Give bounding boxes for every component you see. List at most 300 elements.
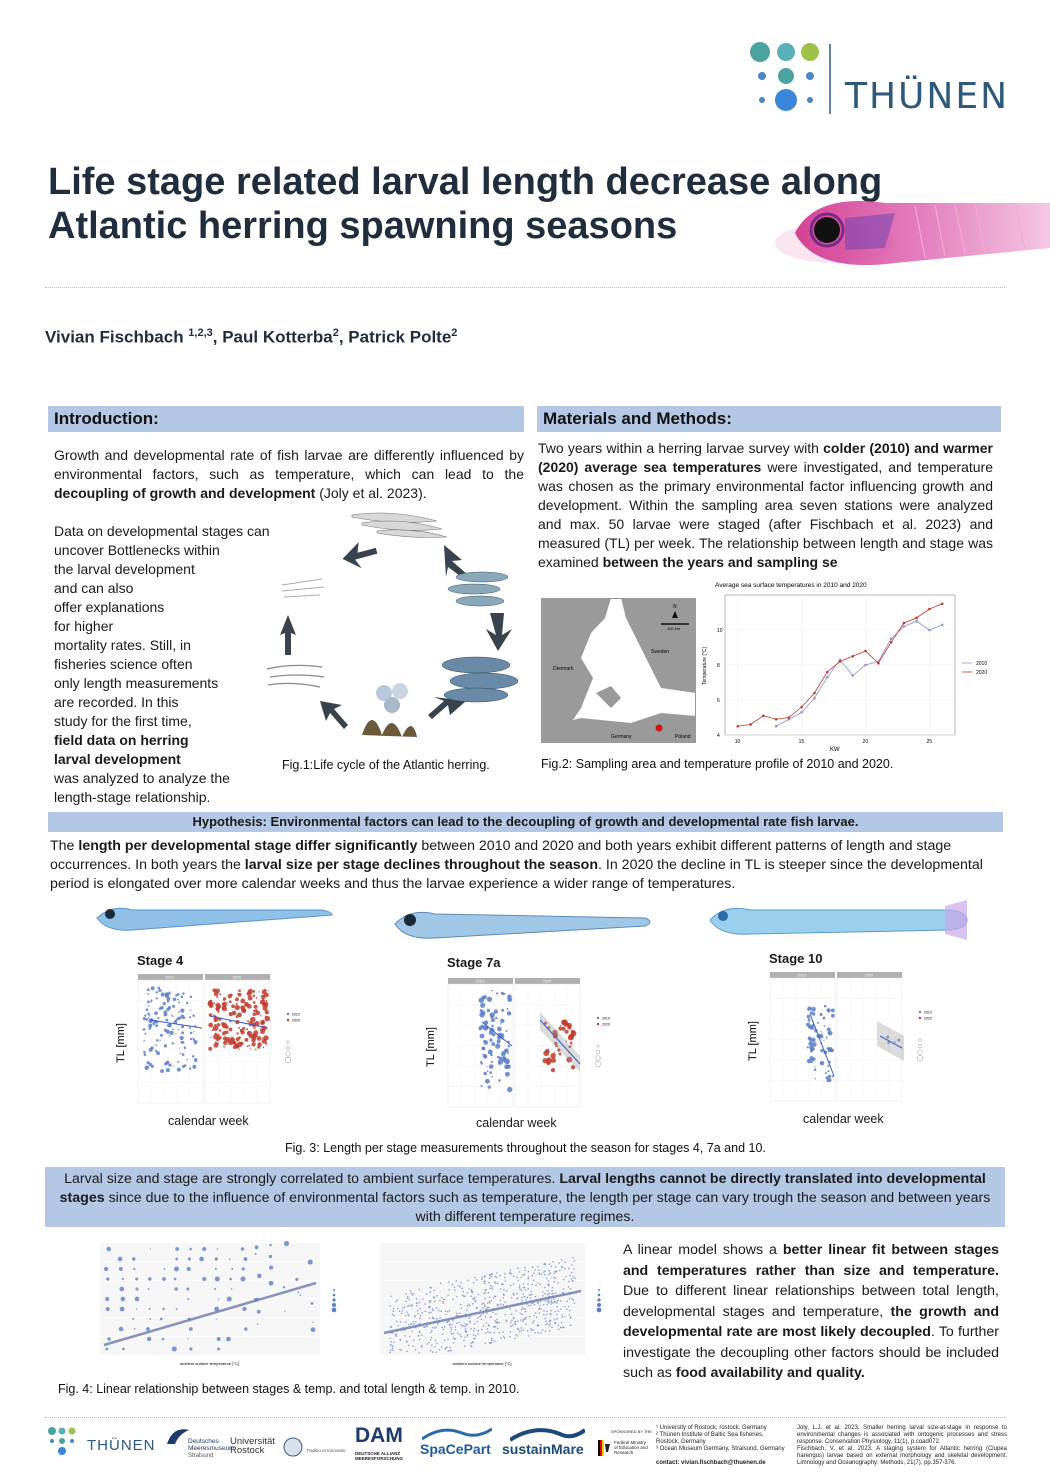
data-point — [490, 1316, 492, 1318]
data-point — [551, 1290, 553, 1292]
data-point — [511, 1273, 513, 1275]
data-point — [165, 1019, 168, 1022]
data-point — [473, 1282, 475, 1284]
data-point — [257, 1042, 262, 1047]
data-point — [300, 1294, 302, 1296]
data-point — [432, 1308, 434, 1310]
data-point — [538, 1269, 540, 1271]
data-point — [408, 1315, 410, 1317]
map-label-denmark: Denmark — [553, 666, 574, 672]
data-point — [173, 997, 176, 1000]
series-point-2020 — [864, 650, 867, 653]
data-point — [530, 1328, 532, 1330]
data-point — [470, 1345, 472, 1347]
data-point — [477, 1321, 479, 1323]
data-point — [826, 1037, 828, 1039]
data-point — [392, 1348, 394, 1350]
larva-stage10-image — [705, 898, 970, 943]
data-point — [551, 1265, 553, 1267]
data-point — [408, 1324, 410, 1326]
data-point — [481, 1303, 483, 1305]
data-point — [497, 1027, 502, 1032]
data-point — [486, 1021, 488, 1023]
data-point — [499, 1057, 502, 1060]
data-point — [519, 1288, 521, 1290]
data-point — [480, 1314, 482, 1316]
data-point — [418, 1352, 420, 1354]
data-point — [428, 1312, 430, 1314]
legend-size-marker — [598, 1289, 600, 1291]
series-point-2020 — [928, 608, 931, 611]
data-point — [561, 1314, 563, 1316]
data-point — [551, 1300, 553, 1302]
data-point — [496, 1272, 498, 1274]
data-point — [182, 1053, 185, 1056]
early-larvae-group — [267, 665, 324, 687]
data-point — [471, 1342, 473, 1344]
data-point — [485, 1289, 487, 1291]
x-axis-label: ambient surface temperature [°C] — [452, 1361, 512, 1366]
data-point — [817, 1022, 819, 1024]
data-point — [500, 1019, 504, 1023]
data-point — [179, 1047, 180, 1048]
data-point — [452, 1333, 454, 1335]
data-point — [807, 1015, 811, 1019]
series-point-2010 — [915, 620, 918, 623]
data-point — [231, 1004, 235, 1008]
data-point — [164, 1013, 168, 1017]
footer-thunen-logo-icon — [47, 1426, 83, 1456]
data-point — [482, 1307, 484, 1309]
data-point — [148, 1277, 152, 1281]
data-point — [527, 1288, 529, 1290]
series-point-2020 — [941, 602, 944, 605]
data-point — [252, 1033, 254, 1035]
data-point — [460, 1304, 462, 1306]
data-point — [409, 1305, 411, 1307]
data-point — [175, 1033, 176, 1034]
data-point — [573, 1299, 575, 1301]
data-point — [431, 1345, 433, 1347]
data-point — [396, 1320, 398, 1322]
data-point — [474, 1323, 476, 1325]
data-point — [468, 1304, 470, 1306]
herring-larva-head-image — [775, 178, 1050, 288]
y-tick-label: 6 — [717, 698, 720, 704]
data-point — [510, 1322, 512, 1324]
data-point — [267, 990, 268, 991]
data-point — [531, 1330, 533, 1332]
data-point — [453, 1342, 455, 1344]
fig3-caption: Fig. 3: Length per stage measurements throughout the season for stages 4, 7a and 10. — [285, 1141, 766, 1155]
data-point — [406, 1311, 408, 1313]
legend-year-label: 2020 — [924, 1016, 932, 1021]
data-point — [419, 1302, 421, 1304]
data-point — [522, 1307, 524, 1309]
data-point — [456, 1312, 458, 1314]
data-point — [470, 1295, 472, 1297]
dam-logo-text: DAM — [355, 1424, 403, 1447]
data-point — [466, 1310, 468, 1312]
data-point — [133, 1268, 135, 1270]
series-point-2010 — [890, 637, 893, 640]
legend-size-marker — [332, 1303, 336, 1307]
data-point — [545, 1049, 549, 1053]
contact-email[interactable]: contact: vivian.fischbach@thuenen.de — [656, 1460, 766, 1466]
series-point-2020 — [775, 718, 778, 721]
data-point — [450, 1331, 452, 1333]
series-point-2020 — [839, 660, 842, 663]
data-point — [807, 1046, 809, 1048]
data-point — [558, 1310, 560, 1312]
data-point — [541, 1308, 543, 1310]
data-point — [217, 1347, 220, 1350]
data-point — [539, 1284, 541, 1286]
data-point — [122, 1278, 124, 1280]
data-point — [214, 1288, 216, 1290]
data-point — [390, 1341, 392, 1343]
data-point — [487, 1292, 489, 1294]
data-point — [501, 1009, 504, 1012]
data-point — [556, 1270, 558, 1272]
x-tick-label: 15 — [798, 739, 805, 745]
data-point — [504, 1280, 506, 1282]
title-line-1: Life stage related larval length decrease along — [48, 161, 883, 203]
data-point — [161, 993, 165, 997]
life-cycle-diagram — [262, 505, 524, 755]
data-point — [474, 1328, 476, 1330]
data-point — [150, 1248, 151, 1249]
data-point — [529, 1316, 531, 1318]
intro-column-text: Data on developmental stages can uncover Bottlenecks within the larval development and can also offer explanations for higher mortality rates. Still, in fisheries science often only length measurements are recorded. In this study for the first time, field data on herring larval development was analyzed to analyze the length-stage relationship. — [54, 523, 270, 805]
data-point — [230, 994, 233, 997]
data-point — [474, 1277, 476, 1279]
data-point — [455, 1326, 457, 1328]
data-point — [217, 1248, 218, 1249]
data-point — [410, 1290, 412, 1292]
data-point — [180, 1052, 181, 1053]
data-point — [166, 1068, 170, 1072]
y-axis-label: TL [mm] — [425, 1027, 437, 1067]
data-point — [148, 1005, 150, 1007]
data-point — [162, 1308, 164, 1310]
dam-subtitle: DEUTSCHE ALLIANZ MEERESFORSCHUNG — [355, 1451, 404, 1461]
data-point — [419, 1339, 421, 1341]
data-point — [241, 1008, 246, 1013]
data-point — [421, 1345, 423, 1347]
data-point — [407, 1297, 409, 1299]
data-point — [172, 1042, 174, 1044]
data-point — [193, 1031, 194, 1032]
data-point — [244, 1327, 247, 1330]
data-point — [284, 1311, 285, 1312]
data-point — [155, 1024, 158, 1027]
data-point — [192, 1014, 195, 1017]
data-point — [392, 1350, 394, 1352]
data-point — [560, 1025, 561, 1026]
data-point — [489, 1342, 491, 1344]
data-point — [564, 1022, 569, 1027]
data-point — [248, 989, 253, 994]
data-point — [166, 1030, 170, 1034]
legend-size-marker — [333, 1294, 336, 1297]
data-point — [247, 1046, 249, 1048]
length-temperature-plot — [360, 1235, 615, 1375]
data-point — [507, 994, 512, 999]
data-point — [405, 1301, 407, 1303]
data-point — [216, 1006, 220, 1010]
data-point — [172, 1005, 175, 1008]
data-point — [550, 1310, 552, 1312]
data-point — [556, 1314, 558, 1316]
data-point — [104, 1267, 108, 1271]
data-point — [433, 1290, 435, 1292]
data-point — [217, 1023, 221, 1027]
data-point — [122, 1348, 125, 1351]
data-point — [459, 1312, 461, 1314]
legend-size-marker — [332, 1298, 335, 1301]
data-point — [149, 1048, 153, 1052]
data-point — [491, 1018, 495, 1022]
data-point — [480, 1309, 482, 1311]
data-point — [405, 1315, 407, 1317]
data-point — [189, 1016, 191, 1018]
data-point — [405, 1293, 407, 1295]
series-point-2020 — [736, 725, 739, 728]
data-point — [435, 1326, 437, 1328]
data-point — [552, 1302, 554, 1304]
data-point — [807, 1008, 809, 1010]
data-point — [528, 1335, 530, 1337]
data-point — [449, 1325, 451, 1327]
data-point — [147, 988, 150, 991]
data-point — [551, 1293, 553, 1295]
data-point — [521, 1314, 523, 1316]
data-point — [468, 1288, 470, 1290]
data-point — [464, 1345, 466, 1347]
fig4-caption: Fig. 4: Linear relationship between stages & temp. and total length & temp. in 2010. — [58, 1382, 520, 1396]
stage4-plot — [110, 968, 310, 1116]
data-point — [430, 1311, 432, 1313]
data-point — [209, 1003, 214, 1008]
data-point — [189, 1067, 191, 1069]
data-point — [174, 1278, 177, 1281]
data-point — [537, 1266, 539, 1268]
data-point — [389, 1352, 391, 1354]
data-point — [441, 1297, 443, 1299]
data-point — [521, 1330, 523, 1332]
hypothesis-band: Hypothesis: Environmental factors can lead to the decoupling of growth and developmental rate fish larvae. — [48, 812, 1003, 832]
data-point — [500, 1288, 502, 1290]
map-label-sweden: Sweden — [651, 649, 670, 655]
data-point — [411, 1305, 413, 1307]
data-point — [180, 1009, 184, 1013]
spacepart-logo-text: SpaCePart — [420, 1441, 491, 1457]
data-point — [491, 1274, 493, 1276]
data-point — [557, 1282, 559, 1284]
data-point — [505, 1048, 509, 1052]
data-point — [527, 1297, 529, 1299]
legend-size-marker — [918, 1044, 922, 1048]
data-point — [550, 1313, 552, 1315]
data-point — [491, 1339, 493, 1341]
data-point — [217, 1003, 220, 1006]
data-point — [106, 1247, 110, 1251]
affiliation-3: ³ Ocean Museum Germany, Stralsund, Germany — [656, 1446, 785, 1452]
plot-legend — [597, 1289, 602, 1312]
data-point — [173, 1065, 174, 1066]
data-point — [499, 1332, 501, 1334]
data-point — [477, 1333, 479, 1335]
data-point — [135, 1277, 138, 1280]
data-point — [568, 1035, 574, 1041]
data-point — [429, 1306, 431, 1308]
data-point — [148, 1024, 152, 1028]
data-point — [519, 1271, 521, 1273]
larva-stage7a-image — [390, 902, 660, 947]
data-point — [250, 1017, 255, 1022]
data-point — [489, 1332, 491, 1334]
ministry-name: Federal Ministry of Education and Research — [614, 1440, 648, 1455]
data-point — [489, 1064, 494, 1069]
data-point — [558, 1262, 560, 1264]
data-point — [485, 1316, 487, 1318]
data-point — [447, 1321, 449, 1323]
data-point — [489, 1031, 493, 1035]
data-point — [262, 1037, 264, 1039]
data-point — [181, 1025, 184, 1028]
data-point — [569, 1310, 571, 1312]
data-point — [507, 1087, 512, 1092]
data-point — [572, 1276, 574, 1278]
data-point — [810, 1060, 813, 1063]
data-point — [449, 1347, 451, 1349]
data-point — [454, 1289, 456, 1291]
reference-2: Fischbach, V. et al. 2023. A staging system for Atlantic herring (Clupea harengus) larvae based on external morphology and skeletal development. Limnology and Oceanography: Methods, 21(7), pp.357-376. — [797, 1446, 1007, 1466]
data-point — [269, 1255, 272, 1258]
data-point — [470, 1328, 472, 1330]
data-point — [120, 1307, 125, 1312]
data-point — [223, 1046, 225, 1048]
data-point — [569, 1298, 571, 1300]
data-point — [238, 1027, 240, 1029]
data-point — [481, 996, 485, 1000]
data-point — [150, 999, 152, 1001]
data-point — [443, 1329, 445, 1331]
data-point — [178, 1001, 180, 1003]
data-point — [485, 1332, 487, 1334]
data-point — [480, 1009, 483, 1012]
data-point — [498, 1079, 501, 1082]
data-point — [554, 1052, 555, 1053]
data-point — [570, 1325, 572, 1327]
data-point — [210, 1037, 211, 1038]
data-point — [151, 986, 155, 990]
data-point — [105, 1348, 108, 1351]
data-point — [824, 1005, 827, 1008]
chart-grid — [725, 595, 955, 735]
data-point — [213, 1002, 215, 1004]
data-point — [236, 1037, 240, 1041]
data-point — [440, 1282, 442, 1284]
data-point — [464, 1323, 466, 1325]
data-point — [554, 1271, 556, 1273]
uni-rostock-name: Universität Rostock — [230, 1436, 275, 1456]
data-point — [480, 1085, 482, 1087]
data-point — [389, 1305, 391, 1307]
data-point — [479, 1316, 481, 1318]
yolk-sac-larvae-group — [282, 579, 324, 597]
data-point — [241, 1277, 246, 1282]
data-point — [488, 1307, 490, 1309]
data-point — [533, 1280, 535, 1282]
intro-paragraph: Growth and developmental rate of fish larvae are differently influenced by environmental factors, such as temperature, which can lead to the decoupling of growth and development (Joly et al. 2023). — [54, 447, 524, 501]
legend-year-label: 2020 — [602, 1022, 610, 1027]
data-point — [238, 1006, 239, 1007]
data-point — [156, 991, 158, 993]
data-point — [216, 1318, 217, 1319]
data-point — [511, 1320, 513, 1322]
data-point — [238, 989, 241, 992]
data-point — [424, 1303, 426, 1305]
data-point — [395, 1334, 397, 1336]
data-point — [536, 1317, 538, 1319]
data-point — [257, 1323, 258, 1324]
legend-size-marker — [917, 1055, 923, 1061]
data-point — [827, 1027, 831, 1031]
data-point — [491, 1286, 493, 1288]
data-point — [430, 1292, 432, 1294]
data-point — [814, 1069, 817, 1072]
data-point — [503, 1336, 505, 1338]
data-point — [261, 995, 265, 999]
data-point — [820, 1061, 825, 1066]
data-point — [465, 1328, 467, 1330]
y-axis-label: TL [mm] — [115, 1023, 127, 1063]
data-point — [428, 1342, 430, 1344]
legend-marker — [597, 1017, 599, 1019]
data-point — [452, 1284, 454, 1286]
data-point — [390, 1295, 392, 1297]
data-point — [554, 1301, 556, 1303]
data-point — [181, 995, 184, 998]
data-point — [446, 1346, 448, 1348]
data-point — [154, 1011, 158, 1015]
adult-fish-group — [442, 657, 518, 702]
data-point — [564, 1316, 566, 1318]
data-point — [143, 1051, 146, 1054]
data-point — [447, 1294, 449, 1296]
data-point — [475, 1301, 477, 1303]
footer-divider — [45, 1417, 1005, 1418]
data-point — [467, 1324, 469, 1326]
data-point — [521, 1300, 523, 1302]
data-point — [569, 1275, 571, 1277]
data-point — [163, 1268, 165, 1270]
data-point — [460, 1282, 462, 1284]
data-point — [489, 1302, 491, 1304]
sustainmare-wave-icon — [510, 1424, 585, 1442]
data-point — [573, 1302, 575, 1304]
data-point — [224, 1031, 226, 1033]
data-point — [406, 1340, 408, 1342]
data-point — [547, 1290, 549, 1292]
data-point — [164, 1044, 167, 1047]
data-point — [284, 1241, 289, 1246]
data-point — [178, 1011, 180, 1013]
data-point — [260, 1029, 261, 1030]
data-point — [467, 1334, 469, 1336]
